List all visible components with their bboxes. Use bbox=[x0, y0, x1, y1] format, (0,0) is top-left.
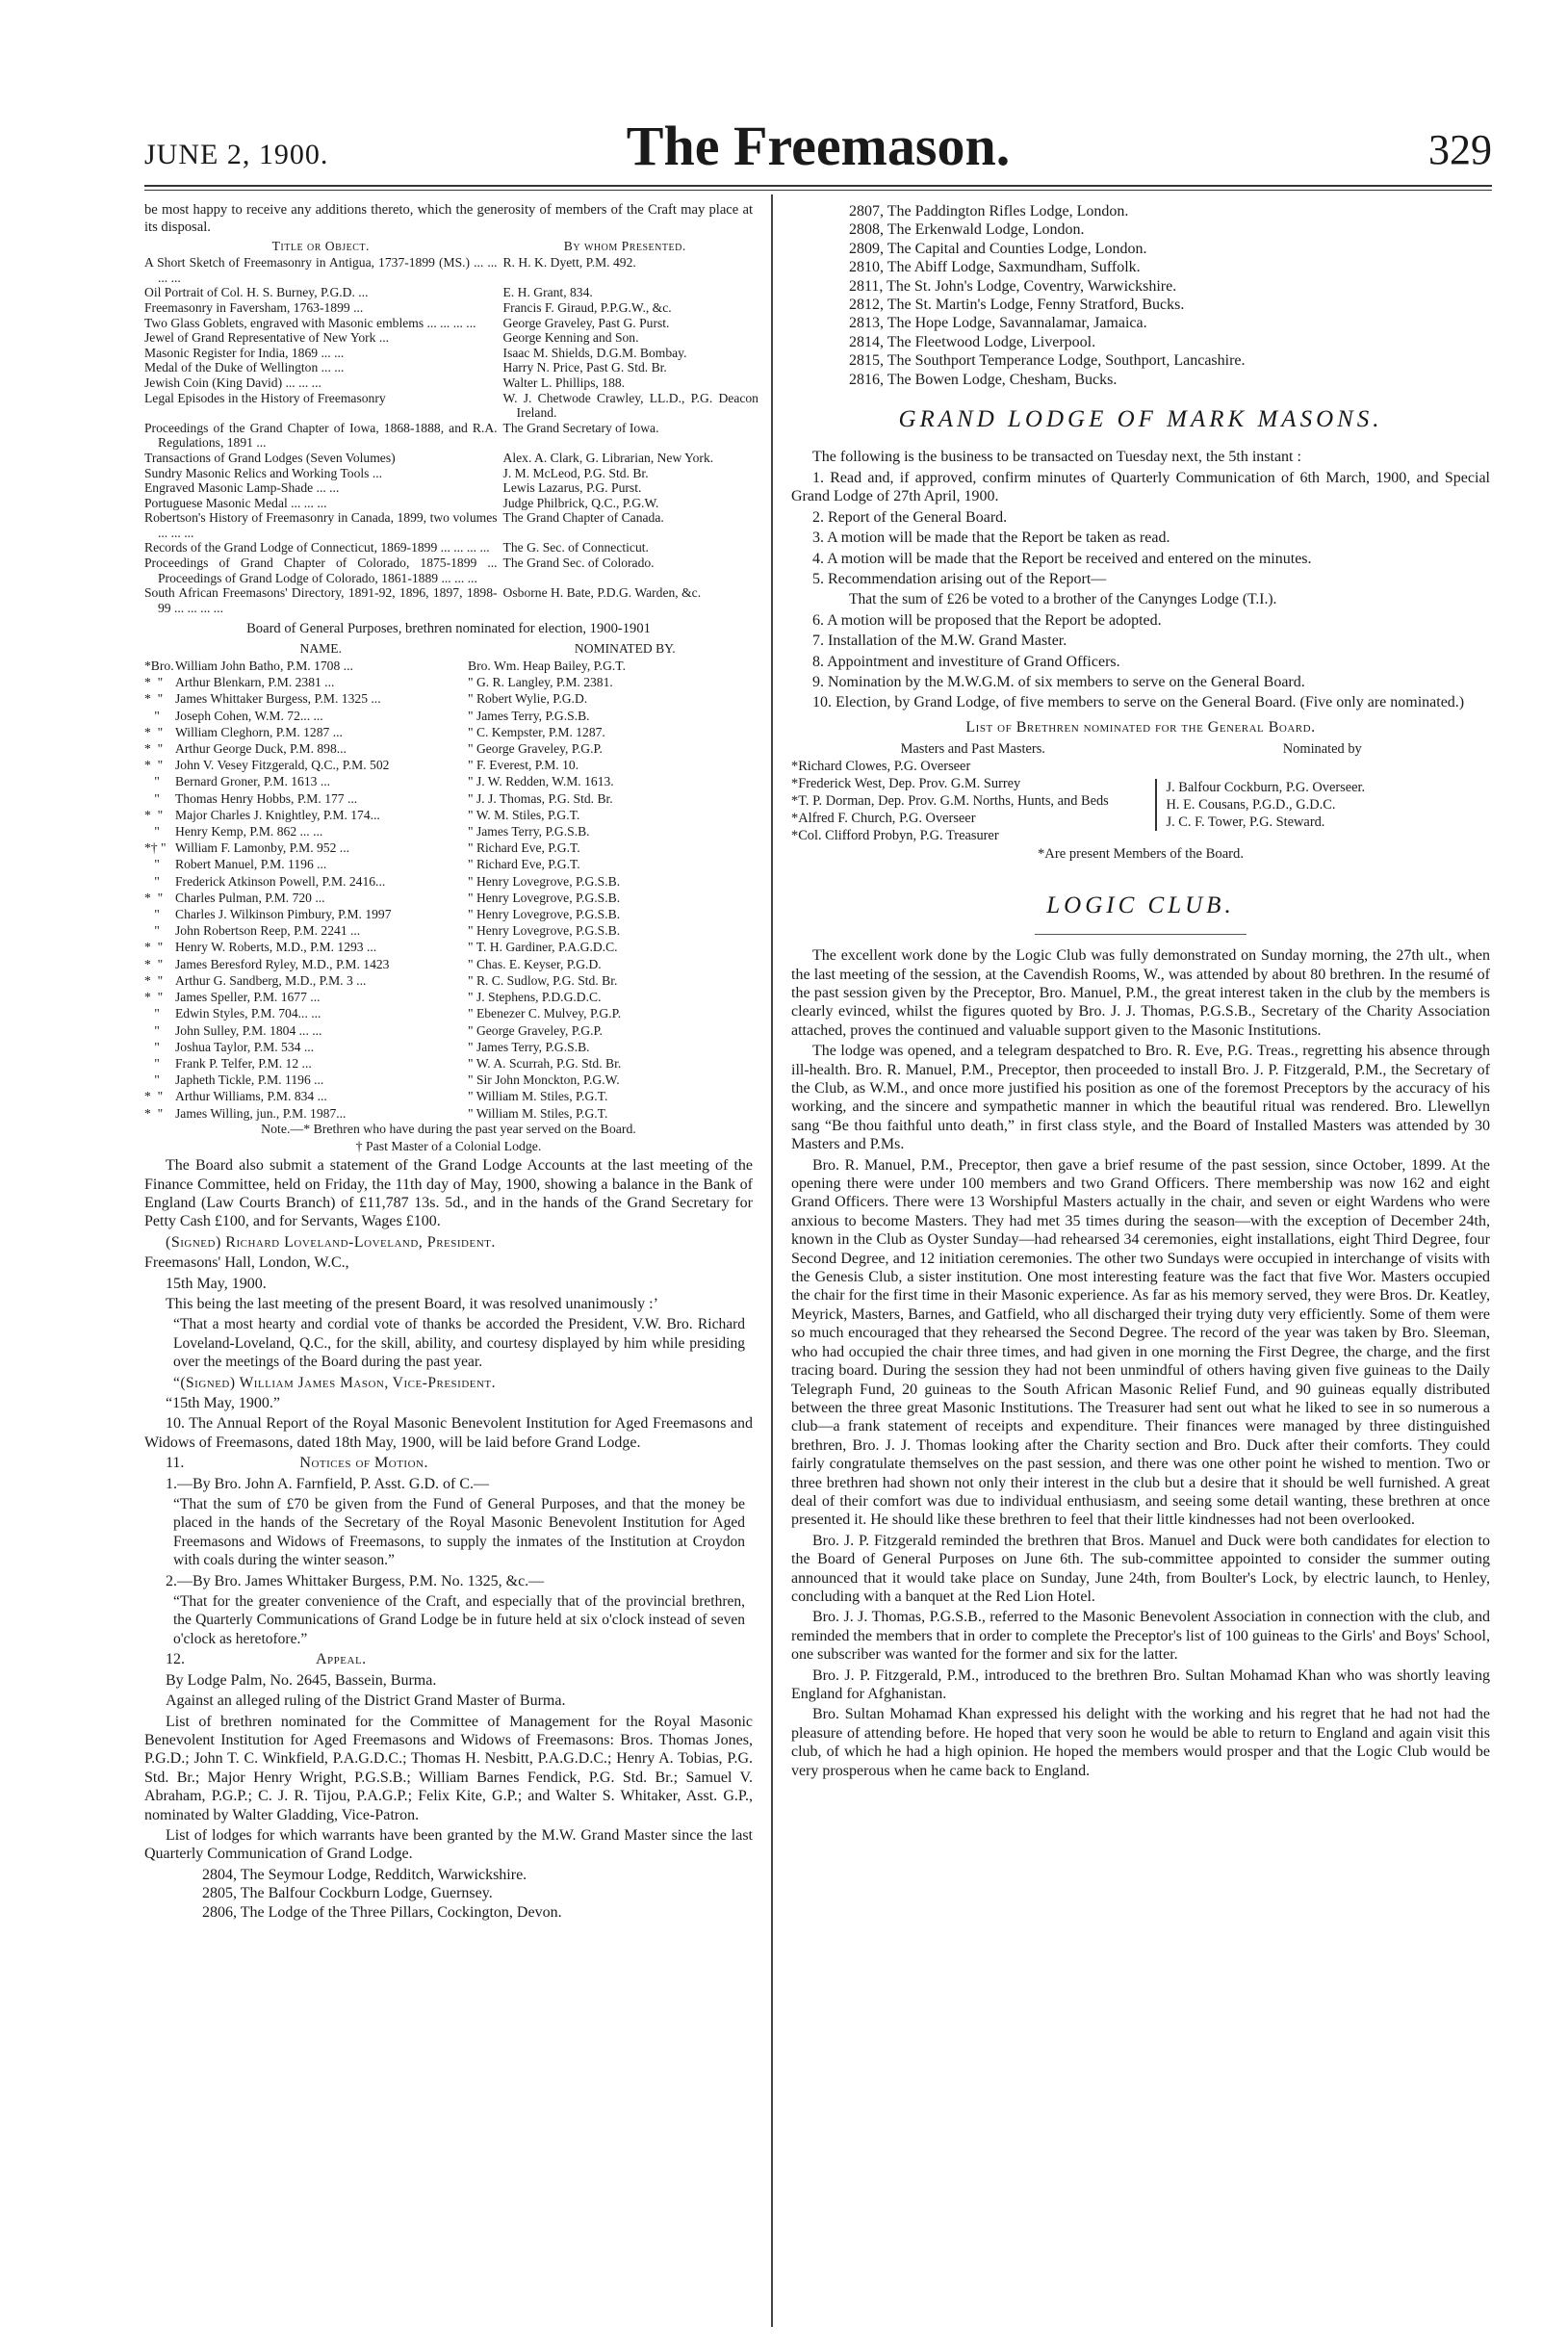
board-row-mark: " bbox=[144, 873, 160, 889]
presentation-object: Jewel of Grand Representative of New York ... bbox=[144, 330, 390, 346]
presentations-header bbox=[144, 238, 753, 255]
lodge-item: 2811, The St. John's Lodge, Coventry, Warwickshire. bbox=[849, 277, 1177, 295]
board-row-name: Arthur Williams, P.M. 834 ... bbox=[175, 1089, 327, 1104]
motion-2-text: “That for the greater convenience of the Craft, and especially that of the provincial brethren, the Quarterly Communications of Grand Lodge be in future held at six o'clock instead of seven o'clock as heretofore.” bbox=[173, 1593, 745, 1647]
nominees-list bbox=[791, 758, 1155, 844]
board-row bbox=[144, 922, 753, 939]
board-row-mark: * " bbox=[144, 758, 164, 773]
lodge-item: 2808, The Erkenwald Lodge, London. bbox=[849, 221, 1085, 239]
board-row-name: Frederick Atkinson Powell, P.M. 2416... bbox=[175, 873, 386, 889]
board-row-mark: *Bro. bbox=[144, 659, 174, 674]
board-row-name: Major Charles J. Knightley, P.M. 174... bbox=[175, 807, 380, 822]
board-row-nominator: " J. J. Thomas, P.G. Std. Br. bbox=[468, 790, 613, 806]
board-row-mark: * " bbox=[144, 1105, 164, 1121]
warrant-item: 2804, The Seymour Lodge, Redditch, Warwickshire. bbox=[202, 1866, 527, 1883]
presentation-presenter: Judge Philbrick, Q.C., P.G.W. bbox=[502, 495, 659, 510]
board-row bbox=[144, 790, 753, 807]
presentation-presenter: Alex. A. Clark, G. Librarian, New York. bbox=[502, 450, 714, 465]
logic-paragraph: Bro. J. P. Fitzgerald reminded the brethren that Bros. Manuel and Duck were both candidates for election to the Board of General Purposes on June 6th. The sub-committee appointed to consider the summer outing announced that it would take place on Sunday, June 24th, from Boulter's Lock, by electric launch, to Henley, concluding with a banquet at the Red Lion Hotel. bbox=[791, 1532, 1490, 1605]
mark-masons-heading: GRAND LODGE OF MARK MASONS. bbox=[898, 406, 1383, 433]
board-row-name: John Sulley, P.M. 1804 ... ... bbox=[175, 1022, 322, 1038]
signature-president: (Signed) Richard Loveland-Loveland, President. bbox=[166, 1233, 496, 1251]
board-row bbox=[144, 873, 753, 890]
board-row bbox=[144, 690, 753, 707]
board-row-name: James Speller, P.M. 1677 ... bbox=[175, 990, 321, 1005]
nominators-list bbox=[1155, 779, 1490, 831]
presentation-presenter: The Grand Secretary of Iowa. bbox=[502, 420, 659, 435]
board-row-name: Arthur George Duck, P.M. 898... bbox=[175, 741, 347, 757]
board-row bbox=[144, 1105, 753, 1122]
board-name-header: NAME. bbox=[299, 641, 342, 657]
presentation-object: Portuguese Masonic Medal ... ... ... bbox=[144, 495, 327, 510]
masthead-title: The Freemason. bbox=[626, 115, 1011, 177]
board-row bbox=[144, 1088, 753, 1104]
presentation-presenter: The G. Sec. of Connecticut. bbox=[502, 540, 649, 555]
presentation-object: Oil Portrait of Col. H. S. Burney, P.G.D. ... bbox=[144, 285, 369, 300]
board-row-mark: * " bbox=[144, 940, 164, 955]
board-note-colonial: † Past Master of a Colonial Lodge. bbox=[355, 1138, 542, 1153]
board-row-nominator: " G. R. Langley, P.M. 2381. bbox=[468, 675, 613, 690]
lodge-item: 2813, The Hope Lodge, Savannalamar, Jamaica. bbox=[849, 315, 1147, 332]
board-row-name: Henry Kemp, P.M. 862 ... ... bbox=[175, 824, 323, 840]
board-row-nominator: " C. Kempster, P.M. 1287. bbox=[468, 724, 605, 739]
mark-item: 8. Appointment and investiture of Grand Officers. bbox=[812, 653, 1120, 670]
presentation-presenter: Lewis Lazarus, P.G. Purst. bbox=[502, 480, 642, 496]
board-row-mark: * " bbox=[144, 807, 164, 822]
board-row-mark: " bbox=[144, 1072, 160, 1088]
presentation-object: Freemasonry in Faversham, 1763-1899 ... bbox=[144, 299, 364, 315]
board-row-name: James Willing, jun., P.M. 1987... bbox=[175, 1105, 347, 1121]
resolution-date: “15th May, 1900.” bbox=[166, 1395, 280, 1411]
page-header bbox=[144, 114, 1492, 183]
lodge-item: 2809, The Capital and Counties Lodge, London. bbox=[849, 240, 1147, 257]
board-row-nominator: " T. H. Gardiner, P.A.G.D.C. bbox=[468, 940, 618, 955]
board-row-name: Bernard Groner, P.M. 1613 ... bbox=[175, 774, 331, 789]
mark-item: 7. Installation of the M.W. Grand Master. bbox=[812, 633, 1067, 650]
board-row-mark: * " bbox=[144, 990, 164, 1005]
presentation-object: Proceedings of Grand Chapter of Colorado, 1875-1899 ... Proceedings of Grand Lodge of Colorado, 1861-1889 ... ... ... bbox=[144, 555, 498, 585]
mark-item: 1. Read and, if approved, confirm minutes of Quarterly Communication of 6th March, 1900, and Special Grand Lodge of 27th April, 1900. bbox=[791, 469, 1490, 505]
board-row-mark: * " bbox=[144, 1089, 164, 1104]
board-row-name: William Cleghorn, P.M. 1287 ... bbox=[175, 724, 343, 739]
nominators-header: Nominated by bbox=[1282, 741, 1362, 758]
nominee-item: *Richard Clowes, P.G. Overseer bbox=[791, 759, 971, 775]
board-row-name: Edwin Styles, P.M. 704... ... bbox=[175, 1006, 321, 1021]
logic-club-heading: LOGIC CLUB. bbox=[1046, 891, 1235, 918]
item-12-number bbox=[144, 1650, 753, 1668]
lodge-item: 2815, The Southport Temperance Lodge, Southport, Lancashire. bbox=[849, 352, 1246, 370]
board-row-mark: " bbox=[144, 1022, 160, 1038]
board-row-nominator: " J. Stephens, P.D.G.D.C. bbox=[468, 990, 602, 1005]
board-row-nominator: " Henry Lovegrove, P.G.S.B. bbox=[468, 907, 621, 922]
mark-item: 9. Nomination by the M.W.G.M. of six members to serve on the General Board. bbox=[812, 673, 1305, 690]
mark-item: 3. A motion will be made that the Report be taken as read. bbox=[812, 530, 1170, 547]
resolution-intro: This being the last meeting of the present Board, it was resolved unanimously :’ bbox=[166, 1295, 658, 1312]
issue-date: JUNE 2, 1900. bbox=[144, 139, 329, 170]
recommendation-text: That the sum of £26 be voted to a brother of the Canynges Lodge (T.I.). bbox=[849, 591, 1277, 608]
board-row-nominator: " J. W. Redden, W.M. 1613. bbox=[468, 774, 614, 789]
lodge-item: 2812, The St. Martin's Lodge, Fenny Stratford, Bucks. bbox=[849, 297, 1185, 314]
board-row bbox=[144, 724, 753, 740]
board-row-name: Japheth Tickle, P.M. 1196 ... bbox=[175, 1072, 324, 1088]
warrant-item: 2805, The Balfour Cockburn Lodge, Guernsey. bbox=[202, 1885, 493, 1902]
item-12-label: 12. bbox=[166, 1651, 185, 1668]
board-row bbox=[144, 906, 753, 922]
logic-paragraph: The lodge was opened, and a telegram despatched to Bro. R. Eve, P.G. Treas., regretting his absence through ill-health. Bro. R. Manuel, P.M., Preceptor, then proceeded to install Bro. J. P. Fitzgerald, P.M., the Secretary of the Club, as W.M., and once more justified his position as one of the foremost Preceptors by the accuracy of his working, and the sincere and sympathetic manner in which the beautiful ritual was rendered. Bro. Llewellyn sang “Be thou faithful unto death,” in first class style, and the Board of Installed Masters was attended by 30 Masters and P.Ms. bbox=[791, 1043, 1490, 1153]
presentation-presenter: Osborne H. Bate, P.D.G. Warden, &c. bbox=[502, 585, 702, 601]
nominee-item: *Col. Clifford Probyn, P.G. Treasurer bbox=[791, 828, 999, 844]
board-row-mark: " bbox=[144, 1006, 160, 1021]
motion-1-intro: 1.—By Bro. John A. Farnfield, P. Asst. G.D. of C.— bbox=[166, 1475, 490, 1492]
board-row-name: Frank P. Telfer, P.M. 12 ... bbox=[175, 1055, 312, 1071]
board-row-mark: " bbox=[144, 907, 160, 922]
board-row-nominator: " George Graveley, P.G.P. bbox=[468, 741, 603, 757]
nominations-heading: List of Brethren nominated for the General Board. bbox=[965, 718, 1316, 736]
notices-heading: Notices of Motion. bbox=[299, 1455, 428, 1472]
board-row-name: James Beresford Ryley, M.D., P.M. 1423 bbox=[175, 956, 390, 971]
page-number: 329 bbox=[1428, 126, 1492, 173]
board-row-mark: * " bbox=[144, 890, 164, 905]
header-rule bbox=[144, 185, 1492, 187]
nominator-item: H. E. Cousans, P.G.D., G.D.C. bbox=[1166, 797, 1336, 814]
board-row-mark: " bbox=[144, 790, 160, 806]
presentation-object: South African Freemasons' Directory, 1891-92, 1896, 1897, 1898-99 ... ... ... ... bbox=[144, 585, 498, 615]
presentation-presenter: Harry N. Price, Past G. Std. Br. bbox=[502, 360, 667, 375]
board-row-nominator: " F. Everest, P.M. 10. bbox=[468, 758, 579, 773]
presentation-object: Engraved Masonic Lamp-Shade ... ... bbox=[144, 480, 340, 496]
board-row-nominator: " Henry Lovegrove, P.G.S.B. bbox=[468, 923, 621, 939]
presenter-header: By whom Presented. bbox=[563, 239, 686, 254]
board-row-name: Thomas Henry Hobbs, P.M. 177 ... bbox=[175, 790, 358, 806]
left-column bbox=[144, 202, 758, 1922]
lodge-item: 2814, The Fleetwood Lodge, Liverpool. bbox=[849, 333, 1096, 350]
board-row bbox=[144, 840, 753, 856]
presentation-object: Medal of the Duke of Wellington ... ... bbox=[144, 360, 345, 375]
presentation-presenter: George Graveley, Past G. Purst. bbox=[502, 315, 670, 330]
board-intro: Board of General Purposes, brethren nominated for election, 1900-1901 bbox=[246, 621, 651, 637]
board-row-nominator: " James Terry, P.G.S.B. bbox=[468, 708, 590, 723]
logic-club-article bbox=[791, 946, 1490, 1780]
presentation-object: A Short Sketch of Freemasonry in Antigua, 1737-1899 (MS.) ... ... ... ... bbox=[144, 255, 498, 285]
board-row bbox=[144, 773, 753, 789]
board-row-nominator: " James Terry, P.G.S.B. bbox=[468, 824, 590, 840]
logic-paragraph: The excellent work done by the Logic Club was fully demonstrated on Sunday morning, the 27th ult., when the last meeting of the session, at the Cavendish Rooms, W., was attended by about 80 brethren. In the resumé of the past session given by the Preceptor, Bro. Manuel, P.M., the great interest taken in the club by the members is clearly evinced, whilst the figures quoted by Bro. J. J. Thomas, P.G.S.B., Secretary of the Charity Association attached, proves the continued and valuable support given to the Masonic Institutions. bbox=[791, 947, 1490, 1039]
presentation-object: Proceedings of the Grand Chapter of Iowa, 1868-1888, and R.A. Regulations, 1891 ... bbox=[144, 420, 498, 451]
board-row bbox=[144, 890, 753, 906]
board-row-mark: * " bbox=[144, 675, 164, 690]
board-row-mark: " bbox=[144, 1039, 160, 1054]
presentation-object: Legal Episodes in the History of Freemasonry bbox=[144, 390, 386, 405]
presentations-list bbox=[144, 255, 758, 615]
board-row-nominator: " Sir John Monckton, P.G.W. bbox=[468, 1072, 620, 1088]
presentation-object: Robertson's History of Freemasonry in Canada, 1899, two volumes ... ... ... bbox=[144, 510, 498, 540]
presentation-presenter: Francis F. Giraud, P.P.G.W., &c. bbox=[502, 299, 672, 315]
appeal-line: By Lodge Palm, No. 2645, Bassein, Burma. bbox=[166, 1671, 437, 1689]
board-row-mark: " bbox=[144, 1055, 160, 1071]
nominations-table bbox=[791, 740, 1490, 844]
board-row-nominator: " W. A. Scurrah, P.G. Std. Br. bbox=[468, 1055, 622, 1071]
board-row-name: Arthur G. Sandberg, M.D., P.M. 3 ... bbox=[175, 972, 367, 988]
mark-item: 6. A motion will be proposed that the Report be adopted. bbox=[812, 611, 1162, 629]
item-11-number bbox=[144, 1454, 753, 1472]
intro-text: be most happy to receive any additions thereto, which the generosity of members of the Craft may place at its disposal. bbox=[144, 202, 753, 235]
board-row-nominator: Bro. Wm. Heap Bailey, P.G.T. bbox=[468, 659, 626, 674]
presentation-object: Masonic Register for India, 1869 ... ... bbox=[144, 345, 345, 360]
nominees-header: Masters and Past Masters. bbox=[900, 741, 1045, 758]
board-nominated-header: NOMINATED BY. bbox=[574, 641, 676, 657]
board-row bbox=[144, 956, 753, 972]
nominator-item: J. C. F. Tower, P.G. Steward. bbox=[1166, 814, 1325, 831]
board-row-nominator: " Henry Lovegrove, P.G.S.B. bbox=[468, 873, 621, 889]
board-row bbox=[144, 740, 753, 757]
motion-1-text: “That the sum of £70 be given from the Fund of General Purposes, and that the money be placed in the hands of the Secretary of the Royal Masonic Benevolent Institution for Aged Freemasons and Widows of Freemasons, to supply the inmates of the Institution at Croydon with coals during the winter season.” bbox=[173, 1496, 745, 1569]
board-row-name: Charles J. Wilkinson Pimbury, P.M. 1997 bbox=[175, 907, 392, 922]
board-header bbox=[144, 640, 753, 658]
item-11-label: 11. bbox=[166, 1455, 185, 1472]
lodge-item: 2816, The Bowen Lodge, Chesham, Bucks. bbox=[849, 371, 1118, 388]
presentation-presenter: Isaac M. Shields, D.G.M. Bombay. bbox=[502, 345, 687, 360]
board-row bbox=[144, 1022, 753, 1039]
board-row-name: William F. Lamonby, P.M. 952 ... bbox=[175, 840, 349, 856]
nominators-column bbox=[1155, 740, 1490, 844]
board-row-name: John Robertson Reep, P.M. 2241 ... bbox=[175, 923, 361, 939]
lodge-item: 2810, The Abiff Lodge, Saxmundham, Suffolk. bbox=[849, 259, 1141, 276]
board-row-mark: * " bbox=[144, 691, 164, 707]
nominees-column bbox=[791, 740, 1155, 844]
board-row-mark: " bbox=[144, 708, 160, 723]
presentation-object: Records of the Grand Lodge of Connecticut, 1869-1899 ... ... ... ... bbox=[144, 540, 490, 555]
logic-paragraph: Bro. R. Manuel, P.M., Preceptor, then gave a brief resume of the past session, since October, 1899. At the opening there were under 100 members and two Grand Officers. There membership was now 162 and eight Grand Officers. There were 13 Worshipful Masters actually in the chair, and seven or eight Wardens who were anxious to become Masters. They had met 35 times during the season—with the exception of December 24th, known in the Club as Oyster Sunday—had rehearsed 34 ceremonies, eight installations, eight Third Degree, four Second Degree, and 12 initiation ceremonies. The other two Sundays were occupied in interchange of visits with the Genesis Club, a sister institution. One most interesting feature was the fact that five Wor. Masters occupied the chair for the first time in their Masonic experience. As far as his memory served, they were Bros. Dr. Keatley, Meyrick, Masters, Barnes, and Gatfield, who all discharged their trying duty very efficiently. Some of them were so much encouraged that they rehearsed the Second Degree. The record of the year was taken by Bro. Sleeman, who had occupied the chair three times, and had given in one morning the First Degree, the charge, and the first tracing board. During the session they had not been unmindful of others having given five guineas to the Daily Telegraph Fund, 20 guineas to the South African Masonic Relief Fund, and 90 guineas equally distributed between the three great Masonic Institutions. The Treasurer had sent out what he liked to see in so numerous a club—a frank statement of receipts and expenditure. Their finances were managed by three distinguished brethren, Bro. J. J. Thomas looking after the Charity section and Bro. Duck after their comforts. They could fairly congratulate themselves on the past session, and there was one other point he wished to mention. Two or three brethren had shown not only their interest in the club but a desire that it should be well furnished. A great deal of their comfort was due to individual enthusiasm, and seeing some detail wanting, these brethren at once presented it. He should like these brethren to feel that their little kindnesses had not been overlooked. bbox=[791, 1156, 1490, 1529]
logic-paragraph: Bro. J. J. Thomas, P.G.S.B., referred to the Masonic Benevolent Association in connection with the club, and reminded the members that in order to complete the Preceptor's list of 100 guineas to the Girls' and Boys' School, one subscriber was wanted for the former and six for the latter. bbox=[791, 1609, 1490, 1664]
presentation-presenter: W. J. Chetwode Crawley, LL.D., P.G. Deacon Ireland. bbox=[502, 390, 758, 421]
board-row bbox=[144, 1072, 753, 1088]
right-column bbox=[791, 202, 1490, 1782]
mark-items-list bbox=[791, 469, 1490, 588]
board-row-name: Joshua Taylor, P.M. 534 ... bbox=[175, 1039, 315, 1054]
board-list bbox=[144, 658, 753, 1122]
column-divider bbox=[771, 194, 773, 2327]
board-row-name: James Whittaker Burgess, P.M. 1325 ... bbox=[175, 691, 381, 707]
board-row-name: Joseph Cohen, W.M. 72... ... bbox=[175, 708, 323, 723]
board-row-mark: " bbox=[144, 857, 160, 872]
appeal-heading: Appeal. bbox=[316, 1651, 367, 1668]
presentation-object: Two Glass Goblets, engraved with Masonic emblems ... ... ... ... bbox=[144, 315, 476, 330]
board-row bbox=[144, 1055, 753, 1072]
presentation-presenter: The Grand Sec. of Colorado. bbox=[502, 555, 655, 571]
board-row bbox=[144, 807, 753, 823]
board-row-nominator: " Ebenezer C. Mulvey, P.G.P. bbox=[468, 1006, 622, 1021]
logic-paragraph: Bro. J. P. Fitzgerald, P.M., introduced to the brethren Bro. Sultan Mohamad Khan who was shortly leaving England for Afghanistan. bbox=[791, 1666, 1490, 1702]
presentation-object: Sundry Masonic Relics and Working Tools ... bbox=[144, 465, 383, 480]
board-row-mark: * " bbox=[144, 956, 164, 971]
presentation-object: Jewish Coin (King David) ... ... ... bbox=[144, 375, 321, 390]
lodge-item: 2807, The Paddington Rifles Lodge, London. bbox=[849, 203, 1129, 220]
board-row bbox=[144, 1039, 753, 1055]
board-row-nominator: " George Graveley, P.G.P. bbox=[468, 1022, 603, 1038]
presentation-presenter: George Kenning and Son. bbox=[502, 330, 639, 346]
board-row bbox=[144, 1005, 753, 1021]
board-row-name: Charles Pulman, P.M. 720 ... bbox=[175, 890, 325, 905]
nominee-item: *Frederick West, Dep. Prov. G.M. Surrey bbox=[791, 776, 1021, 792]
board-row-nominator: " Henry Lovegrove, P.G.S.B. bbox=[468, 890, 621, 905]
warrants-intro: List of lodges for which warrants have been granted by the M.W. Grand Master since the last Quarterly Communication of Grand Lodge. bbox=[144, 1826, 753, 1863]
presentation-object: Transactions of Grand Lodges (Seven Volumes) bbox=[144, 450, 396, 465]
board-row bbox=[144, 939, 753, 955]
nominee-item: *Alfred F. Church, P.G. Overseer bbox=[791, 811, 976, 827]
board-row-mark: * " bbox=[144, 741, 164, 757]
warrants-list bbox=[144, 1866, 753, 1922]
header-rule-thin bbox=[144, 190, 1492, 191]
hall-address: Freemasons' Hall, London, W.C., bbox=[144, 1254, 349, 1272]
board-row-mark: * " bbox=[144, 724, 164, 739]
board-row-nominator: " Richard Eve, P.G.T. bbox=[468, 857, 580, 872]
presentation-presenter: Walter L. Phillips, 188. bbox=[502, 375, 626, 390]
thanks-quote: “That a most hearty and cordial vote of thanks be accorded the President, V.W. Bro. Richard Loveland-Loveland, Q.C., for the skill, ability, and courtesy displayed by him while presiding over the meetings of the Board during the past year. bbox=[173, 1316, 745, 1371]
board-row-nominator: " Richard Eve, P.G.T. bbox=[468, 840, 580, 856]
board-row-nominator: " Chas. E. Keyser, P.G.D. bbox=[468, 956, 602, 971]
lodges-list bbox=[791, 202, 1490, 389]
board-row-mark: " bbox=[144, 774, 160, 789]
board-row bbox=[144, 708, 753, 724]
board-row-nominator: " William M. Stiles, P.G.T. bbox=[468, 1089, 608, 1104]
object-header: Title or Object. bbox=[271, 239, 370, 254]
board-row-name: Robert Manuel, P.M. 1196 ... bbox=[175, 857, 327, 872]
mark-item: 2. Report of the General Board. bbox=[812, 508, 1008, 526]
mark-items-list-continued bbox=[791, 611, 1490, 712]
board-row bbox=[144, 757, 753, 773]
motion-2-intro: 2.—By Bro. James Whittaker Burgess, P.M. No. 1325, &c.— bbox=[166, 1572, 545, 1589]
nominations-note: *Are present Members of the Board. bbox=[1038, 846, 1244, 863]
accounts-paragraph: The Board also submit a statement of the Grand Lodge Accounts at the last meeting of the Finance Committee, held on Friday, the 11th day of May, 1900, showing a balance in the Bank of England (Law Courts Branch) of £11,787 13s. 5d., and in the hands of the Grand Secretary for Petty Cash £100, and for Servants, Wages £100. bbox=[144, 1157, 753, 1230]
board-row-nominator: " Robert Wylie, P.G.D. bbox=[468, 691, 588, 707]
mark-item: 5. Recommendation arising out of the Report— bbox=[812, 570, 1107, 587]
presentation-presenter: R. H. K. Dyett, P.M. 492. bbox=[502, 255, 636, 271]
mark-item: 4. A motion will be made that the Report be received and entered on the minutes. bbox=[812, 550, 1312, 567]
committee-list: List of brethren nominated for the Committee of Management for the Royal Masonic Benevolent Institution for Aged Freemasons and Widows of Freemasons: Bros. Thomas Jones, P.G.D.; John T. C. Winkfield, P.A.G.D.C.; Thomas H. Nesbitt, P.A.G.D.C.; Henry A. Tobias, P.G. Std. Br.; Major Henry Wright, P.G.S.B.; William Barnes Fendick, P.G. Std. Br.; Samuel V. Abraham, P.G.P.; C. J. R. Tijou, P.A.G.P.; Felix Kite, G.P.; and Walter S. Whitaker, Asst. G.P., nominated by Walter Gladding, Vice-Patron. bbox=[144, 1713, 753, 1823]
mark-intro: The following is the business to be transacted on Tuesday next, the 5th instant : bbox=[812, 449, 1301, 466]
board-row-nominator: " James Terry, P.G.S.B. bbox=[468, 1039, 590, 1054]
board-row bbox=[144, 989, 753, 1005]
board-row bbox=[144, 972, 753, 989]
board-row-name: Henry W. Roberts, M.D., P.M. 1293 ... bbox=[175, 940, 377, 955]
board-row-nominator: " W. M. Stiles, P.G.T. bbox=[468, 807, 580, 822]
presentation-presenter: E. H. Grant, 834. bbox=[502, 285, 593, 300]
board-row-nominator: " William M. Stiles, P.G.T. bbox=[468, 1105, 608, 1121]
signature-vice-president: “(Signed) William James Mason, Vice-President. bbox=[173, 1374, 497, 1391]
board-row-mark: " bbox=[144, 923, 160, 939]
warrant-item: 2806, The Lodge of the Three Pillars, Cockington, Devon. bbox=[202, 1903, 562, 1921]
board-row-mark: *† " bbox=[144, 840, 167, 856]
mark-item: 10. Election, by Grand Lodge, of five members to serve on the General Board. (Five only are nominated.) bbox=[812, 694, 1465, 711]
presentation-presenter: The Grand Chapter of Canada. bbox=[502, 510, 664, 526]
board-row-mark: " bbox=[144, 824, 160, 840]
board-row-mark: * " bbox=[144, 972, 164, 988]
board-row-name: William John Batho, P.M. 1708 ... bbox=[175, 659, 353, 674]
board-row bbox=[144, 658, 753, 674]
nominee-item: *T. P. Dorman, Dep. Prov. G.M. Norths, Hunts, and Beds bbox=[791, 793, 1109, 810]
signature-date: 15th May, 1900. bbox=[166, 1275, 267, 1292]
board-row-nominator: " R. C. Sudlow, P.G. Std. Br. bbox=[468, 972, 618, 988]
board-row bbox=[144, 823, 753, 840]
nominator-item: J. Balfour Cockburn, P.G. Overseer. bbox=[1166, 780, 1366, 796]
logic-paragraph: Bro. Sultan Mohamad Khan expressed his delight with the working and his regret that he had not had the pleasure of attending before. He hoped that very soon he would be able to return to England and again visit this club, of which he had a high opinion. He hoped the members would prosper and that the Logic Club would be very prosperous when he came back to England. bbox=[791, 1706, 1490, 1779]
board-note: Note.—* Brethren who have during the past year served on the Board. bbox=[261, 1121, 636, 1136]
presentation-presenter: J. M. McLeod, P.G. Std. Br. bbox=[502, 465, 649, 480]
board-row bbox=[144, 674, 753, 690]
logic-club-rule bbox=[1035, 934, 1247, 935]
board-row-name: Arthur Blenkarn, P.M. 2381 ... bbox=[175, 675, 335, 690]
board-row bbox=[144, 856, 753, 872]
item-10: 10. The Annual Report of the Royal Masonic Benevolent Institution for Aged Freemasons and Widows of Freemasons, dated 18th May, 1900, will be laid before Grand Lodge. bbox=[144, 1415, 753, 1451]
appeal-against: Against an alleged ruling of the District Grand Master of Burma. bbox=[166, 1692, 566, 1710]
board-row-name: John V. Vesey Fitzgerald, Q.C., P.M. 502 bbox=[175, 758, 390, 773]
